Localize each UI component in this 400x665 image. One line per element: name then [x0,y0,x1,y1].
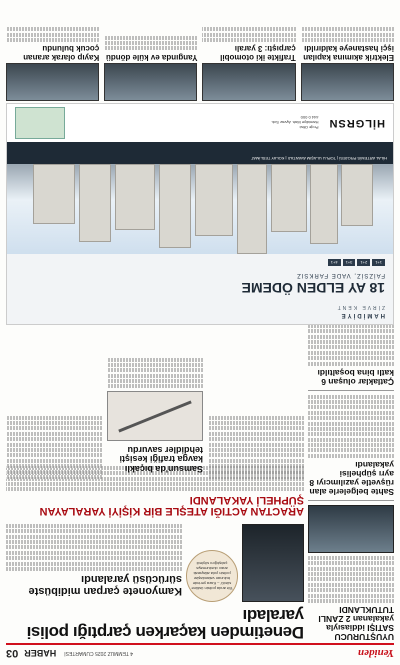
story-headline: Kayıp olarak aranan çocuk bulundu [23,44,100,62]
newspaper-logo: Yeniden [357,647,394,659]
story-headline-building: Çatlaklar oluşan 6 katlı bina boşaltıldı [317,367,394,387]
story-photo [6,63,99,101]
mid-news-row [6,329,304,479]
location-map [15,107,65,139]
story-body [6,416,102,479]
unit-type-tag: 1+1 [372,259,385,266]
ad-contact: Proje Ofisi: Hamidiye Mah. Ayvaz Sok. 444 0 000 [270,115,319,131]
story-body [6,524,182,571]
story-body [208,416,304,479]
story-body [308,395,394,458]
story-photo [203,63,296,101]
story-headline-fake-docs: Sahte belgelerle alan rüşvetle yazılımcıyı 8 ayrı şüphelisi yakalandı [309,459,394,497]
ad-feature-band: HİLAL ARTEMİS PROJESİ | TOPLU ULAŞIM AVANTAJI | KOLAY TESLİMAT [7,142,393,164]
story-body [308,556,394,603]
story-headline: Yangında ev küle döndü [105,53,198,62]
page-header [6,643,394,661]
story-headline-drugs: UYUŞTURUCU SATIŞI iddiasıyla yakalanan 2 ZANLI TUTUKLANDI [318,605,394,642]
knife-fight-headline: Samsun'da bıçaklı kavga trafiği kesişti tehdidler savurdu [119,445,203,474]
issue-date: 4 TEMMUZ 2025 CUMARTESİ [64,650,133,656]
ad-footer [7,104,393,142]
bottom-news-row [6,6,394,101]
story-photo [301,63,394,101]
ad-brand-sub: ZİRVE KENT [335,304,385,310]
story-headline: Elektrik akımına kapılan işçi hastaneye kaldırıldı [303,44,394,62]
story-body [107,358,203,389]
main-headline: Denetimden kaçarken çarptığı polisi yaraladı [27,606,304,642]
unit-type-tag: 2+1 [357,259,370,266]
story-headline: Trafikte iki otomobil çarpıştı: 3 yaralı [220,44,296,62]
story-photo [308,505,394,553]
main-story-photo [242,524,304,602]
real-estate-advertisement [6,103,394,325]
section-name: HABER [24,648,57,658]
unit-type-tag: 3+1 [343,259,356,266]
ad-unit-types [328,259,385,266]
developer-logo: HİLGRSN [328,117,385,129]
ad-brand: HAMİDİYE [339,312,385,318]
shooting-story-headline: ARACTAN ACTIĞI ATEŞLE BİR KİŞİYİ YARALAYAN ŞÜPHELİ YAKALANDI [39,493,304,518]
knife-photo [107,392,203,442]
page-number: 03 [6,647,19,659]
unit-type-tag: 4+1 [328,259,341,266]
pull-quote: 'Bir anda polisin üstüne sürdü' – Kaza yerinde bulunan vatandaşlar polisin yola atlayarak aracı durdurmaya çalıştığını söyledi [186,550,238,602]
story-photo [104,63,197,101]
ad-headline: 18 AY ELDEN ÖDEME [241,280,385,296]
main-story [6,465,304,641]
ad-tagline: FAİZSİZ, VADE FARKSIZ [296,272,385,278]
side-headline: Kamyonete çarpan midibüste sürücüsü yaralandı [28,573,182,597]
